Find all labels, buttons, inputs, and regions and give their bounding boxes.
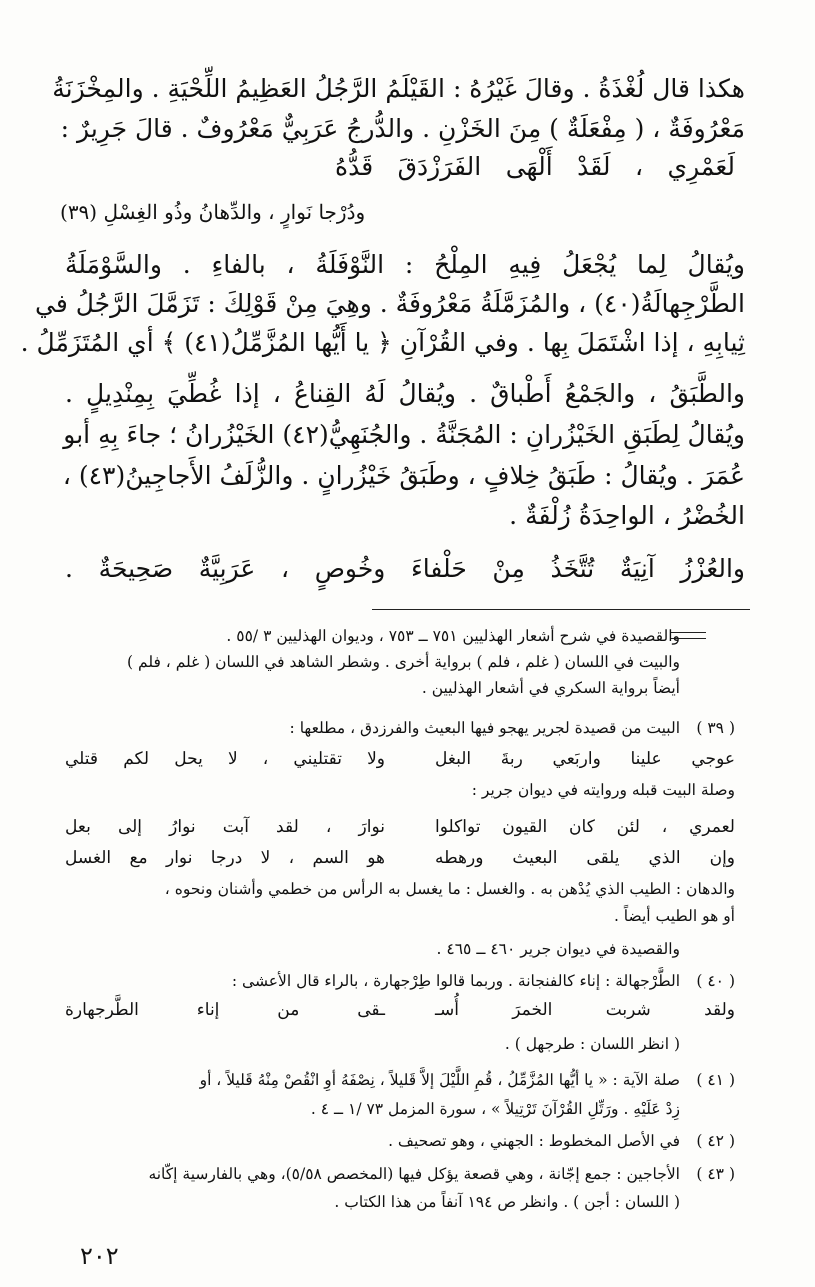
footnote-line: والبيت في اللسان ( غلم ، فلم ) برواية أخرى . وشطر الشاهد في اللسان ( غلم ، فلم ) — [127, 653, 680, 671]
footnote-number: ( ٤٠ ) — [696, 972, 735, 990]
verse-right: وإن الذي يلقى البعيث ورهطه — [435, 848, 735, 868]
footnote-number: ( ٣٩ ) — [696, 719, 735, 737]
text-line: هكذا قال لُغْذَةُ . وقالَ غَيْرُهُ : القَيْلَمُ الرَّجُلُ العَظِيمُ اللِّحْيَةِ . والمِخْزَنَةُ — [52, 74, 745, 103]
text-line: والطَّبَقُ ، والجَمْعُ أَطْباقٌ . ويُقالُ لَهُ القِناعُ ، إذا غُطِّيَ بِمِنْدِيلٍ . — [65, 379, 745, 408]
footnote-number: ( ٤٣ ) — [696, 1165, 735, 1183]
text-line: والعُزْزُ آنِيَةٌ تُتَّخَذُ مِنْ حَلْفاءَ وخُوصٍ ، عَرَبِيَّةٌ صَحِيحَةٌ . — [65, 554, 745, 583]
footnote-text: أو هو الطيب أيضاً . — [613, 907, 735, 925]
text-line: مَعْرُوفَةٌ ، ( مِفْعَلَةٌ ) مِنَ الخَزْنِ . والدُّرجُ عَرَبِيٌّ مَعْرُوفٌ . قالَ جَرِيرٌ : — [60, 114, 745, 143]
verse-left: هو السم ، لا درجا نوار مع الغسل — [65, 848, 385, 868]
text-line: ويُقالُ لِطَبَقِ الخَيْزُرانِ : المُجَنَّةُ . والجُنَهِيُّ(٤٢) الخَيْزُرانُ ؛ جاءَ بِهِ أبو — [63, 420, 745, 449]
verse-right: ولقد شربت الخمرَ أُسـ — [435, 1000, 735, 1020]
footnote-divider — [372, 609, 750, 610]
text-line: ثِيابِهِ ، إذا اشْتَمَلَ بِها . وفي القُرْآنِ ﴿ يا أَيُّها المُزَّمِّلُ(٤١) ﴾ أي المُتَزَمِّلُ . — [20, 328, 745, 357]
verse-left: نوارَ ، لقد آبت نوارُ إلى بعل — [65, 817, 385, 837]
page-number: ٢٠٢ — [80, 1242, 119, 1270]
footnote-text: والقصيدة في ديوان جرير ٤٦٠ ــ ٤٦٥ . — [436, 940, 680, 958]
footnote-text: الأجاجين : جمع إجّانة ، وهي قصعة يؤكل فيها (المخصص ٥/٥٨)، وهي بالفارسية إكّانه — [148, 1165, 680, 1183]
footnote-text: ( انظر اللسان : طرجهل ) . — [504, 1035, 680, 1053]
footnote-text: البيت من قصيدة لجرير يهجو فيها البعيث والفرزدق ، مطلعها : — [289, 719, 680, 737]
text-line: ويُقالُ لِما يُجْعَلُ فِيهِ المِلْحُ : النَّوْفَلَةُ ، بالفاءِ . والسَّوْمَلَةُ — [65, 250, 745, 279]
footnote-text: الطَّرْجهالة : إناء كالفنجانة . وربما قالوا طِرْجهارة ، بالراء قال الأعشى : — [231, 972, 680, 990]
verse-left: ولا تقتليني ، لا يحل لكم قتلي — [65, 749, 385, 769]
text-line: الخُضْرُ ، الواحِدَةُ زُلْفَةٌ . — [509, 501, 745, 530]
footnote-text: وصلة البيت قبله وروايته في ديوان جرير : — [471, 781, 735, 799]
footnote-text: زِدْ عَلَيْهِ . ورَتِّلِ القُرْآنَ تَرْتِيلاً » ، سورة المزمل ٧٣ /١ ــ ٤ . — [310, 1100, 680, 1118]
verse-right: عوجي علينا واربَعي ربةَ البغل — [435, 749, 735, 769]
footnote-text: والدهان : الطيب الذي يُدْهن به . والغسل : ما يغسل به الرأس من خطمي وأشنان ونحوه ، — [164, 880, 735, 898]
text-line: الطَّرْجِهالَةُ(٤٠) ، والمُزَمَّلَةُ مَعْرُوفَةٌ . وهِيَ مِنْ قَوْلِكَ : تَزَمَّلَ الرَّجُلُ في — [34, 289, 745, 318]
verse-left: ـقى من إناء الطَّرجهارة — [65, 1000, 385, 1020]
text-line: عُمَرَ . ويُقالُ : طَبَقُ خِلافٍ ، وطَبَقُ خَيْزُرانٍ . والزُّلَفُ الأَجاجِينُ(٤٣) ، — [62, 461, 745, 490]
footnote-number: ( ٤٢ ) — [696, 1132, 735, 1150]
footnote-text: ( اللسان : أجن ) . وانظر ص ١٩٤ آنفاً من هذا الكتاب . — [334, 1193, 680, 1211]
verse-right: لعمري ، لئن كان القيون تواكلوا — [435, 817, 735, 837]
footnote-line: والقصيدة في شرح أشعار الهذليين ٧٥١ ــ ٧٥٣ ، وديوان الهذليين ٣ /٥٥ . — [226, 627, 680, 645]
verse-hemistich-1: لَعَمْرِي ، لَقَدْ أَلْهَى الفَرَزْدَقَ قَدُّهُ — [335, 152, 735, 181]
footnote-text: في الأصل المخطوط : الجهني ، وهو تصحيف . — [388, 1132, 680, 1150]
footnote-text: صلة الآية : « يا أيُّها المُزَّمِّلُ ، قُمِ اللَّيْلَ إلاَّ قَليلاً ، نِصْفَهُ أوِ انْقُصْ مِنْهُ قَليلاً ، أو — [199, 1071, 680, 1089]
footnote-line: أيضاً برواية السكري في أشعار الهذليين . — [421, 679, 680, 697]
verse-hemistich-2: ودُرْجا نَوارٍ ، والدِّهانُ وذُو الغِسْلِ (٣٩) — [60, 200, 366, 224]
footnote-number: ( ٤١ ) — [696, 1071, 735, 1089]
